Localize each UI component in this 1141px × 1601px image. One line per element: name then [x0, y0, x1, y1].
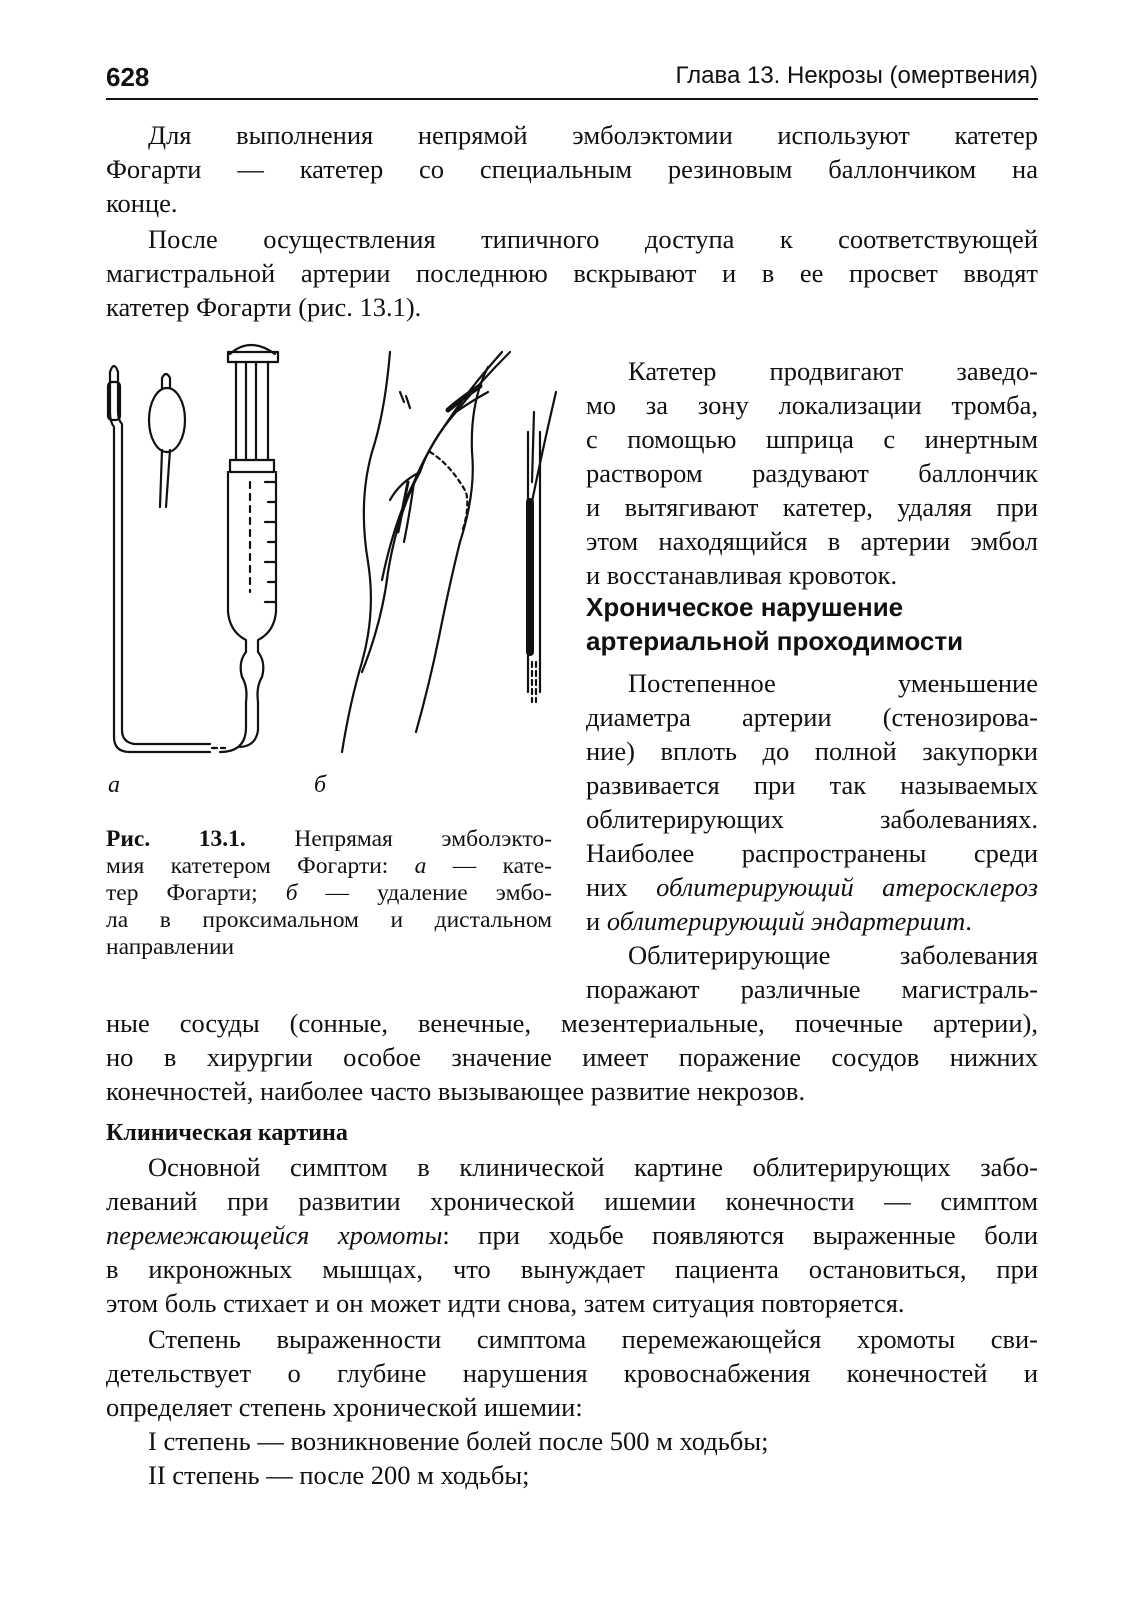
caption-text: мия катетером Фогарти: [106, 853, 415, 879]
text-line: Катетер продвигают заведо- [628, 356, 1038, 386]
caption-line: ла в проксимальном и дистальном [106, 907, 552, 933]
paragraph-fogarty-intro [106, 118, 1038, 220]
text-line: мо за зону локализации тромба, [586, 390, 1038, 420]
text-line: и вытягивают катетер, удаляя при [586, 492, 1038, 522]
text-line: Фогарти — катетер со специальным резиновым баллончиком на [106, 154, 1038, 184]
text-line: Для выполнения непрямой эмболэктомии используют катетер [148, 120, 1038, 150]
fogarty-catheter-illustration [100, 332, 570, 802]
text-line: конце. [106, 188, 178, 218]
caption-text: — кате- [426, 853, 552, 879]
text-line: Наиболее распространены среди [586, 838, 1038, 868]
section-heading-line: артериальной проходимости [586, 626, 964, 656]
text-line: развивается при так называемых [586, 770, 1038, 800]
caption-line: направлении [106, 934, 235, 960]
caption-line [106, 826, 552, 853]
text-line: ные сосуды (сонные, венечные, мезентериальные, почечные артерии), [106, 1008, 1038, 1038]
italic-term: перемежающейся хромоты [106, 1220, 443, 1250]
text-line: раствором раздувают баллончик [586, 458, 1038, 488]
text-run: . [965, 906, 972, 936]
paragraph-severity [106, 1322, 1038, 1424]
text-run: и [586, 906, 607, 936]
text-line: и восстанавливая кровоток. [586, 560, 898, 590]
text-line: определяет степень хронической ишемии: [106, 1392, 583, 1422]
text-line [106, 1218, 1038, 1252]
paragraph-clinical-symptom [106, 1150, 1038, 1320]
text-line: После осуществления типичного доступа к соответствующей [148, 224, 1038, 254]
page-header [106, 62, 1038, 100]
caption-text: тер Фогарти; [106, 880, 286, 906]
caption-letter-a: а [414, 853, 427, 879]
caption-letter-b: б [285, 880, 298, 906]
text-line: этом находящийся в артерии эмбол [586, 526, 1038, 556]
paragraph-obliterating-side [586, 938, 1038, 1006]
stage-1 [148, 1424, 1038, 1458]
text-line: но в хирургии особое значение имеет поражение сосудов нижних [106, 1042, 1038, 1072]
italic-term: облитерирующий атеросклероз [656, 872, 1038, 902]
text-line: катетер Фогарти (рис. 13.1). [106, 292, 422, 322]
figure-13-1 [100, 332, 570, 802]
page-number: 628 [106, 62, 150, 92]
caption-line [106, 853, 552, 880]
text-line: леваний при развитии хронической ишемии конечности — симптом [106, 1186, 1038, 1216]
paragraph-obliterating-full [106, 1006, 1038, 1108]
text-line: в икроножных мышцах, что вынуждает пациента остановиться, при [106, 1254, 1038, 1284]
stage-2-text: II степень — после 200 м ходьбы; [148, 1460, 530, 1490]
paragraph-stenosis [586, 666, 1038, 938]
stage-1-text: I степень — возникновение болей после 500 м ходьбы; [148, 1426, 769, 1456]
text-line: с помощью шприца с инертным [586, 424, 1038, 454]
caption-text: Непрямая эмболэкто- [245, 826, 553, 852]
text-line: Постепенное уменьшение [628, 668, 1038, 698]
figure-label-b: б [314, 772, 327, 798]
text-line: ние) вплоть до полной закупорки [586, 736, 1038, 766]
text-line: поражают различные магистраль- [586, 974, 1038, 1004]
paragraph-catheter-advance [586, 354, 1038, 592]
text-run: них [586, 872, 657, 902]
text-line: магистральной артерии последнюю вскрывают и в ее просвет вводят [106, 258, 1038, 288]
caption-text: — удаление эмбо- [297, 880, 552, 906]
text-line: облитерирующих заболеваниях. [586, 804, 1038, 834]
text-line: этом боль стихает и он может идти снова, затем ситуация повторяется. [106, 1288, 905, 1318]
text-line: конечностей, наиболее часто вызывающее развитие некрозов. [106, 1076, 806, 1106]
text-line: диаметра артерии (стенозирова- [586, 702, 1038, 732]
paragraph-access [106, 222, 1038, 324]
caption-line [106, 880, 552, 907]
text-line: детельствует о глубине нарушения кровоснабжения конечностей и [106, 1358, 1038, 1388]
stage-2 [148, 1458, 1038, 1492]
chapter-title: Глава 13. Некрозы (омертвения) [675, 62, 1038, 89]
italic-term: облитерирующий эндартериит [606, 906, 966, 936]
figure-label-a: а [108, 772, 120, 798]
clinical-heading: Клиническая картина [106, 1120, 348, 1146]
caption-figure-number: Рис. 13.1. [106, 826, 246, 852]
text-line [586, 870, 1038, 904]
text-line [586, 904, 1038, 938]
text-run: : при ходьбе появляются выраженные боли [442, 1220, 1038, 1250]
text-line: Степень выраженности симптома перемежающейся хромоты сви- [148, 1324, 1038, 1354]
figure-caption [106, 826, 552, 961]
text-line: Основной симптом в клинической картине облитерирующих забо- [148, 1152, 1038, 1182]
text-line: Облитерирующие заболевания [628, 940, 1038, 970]
section-heading [586, 590, 1038, 658]
section-heading-line: Хроническое нарушение [586, 592, 904, 622]
